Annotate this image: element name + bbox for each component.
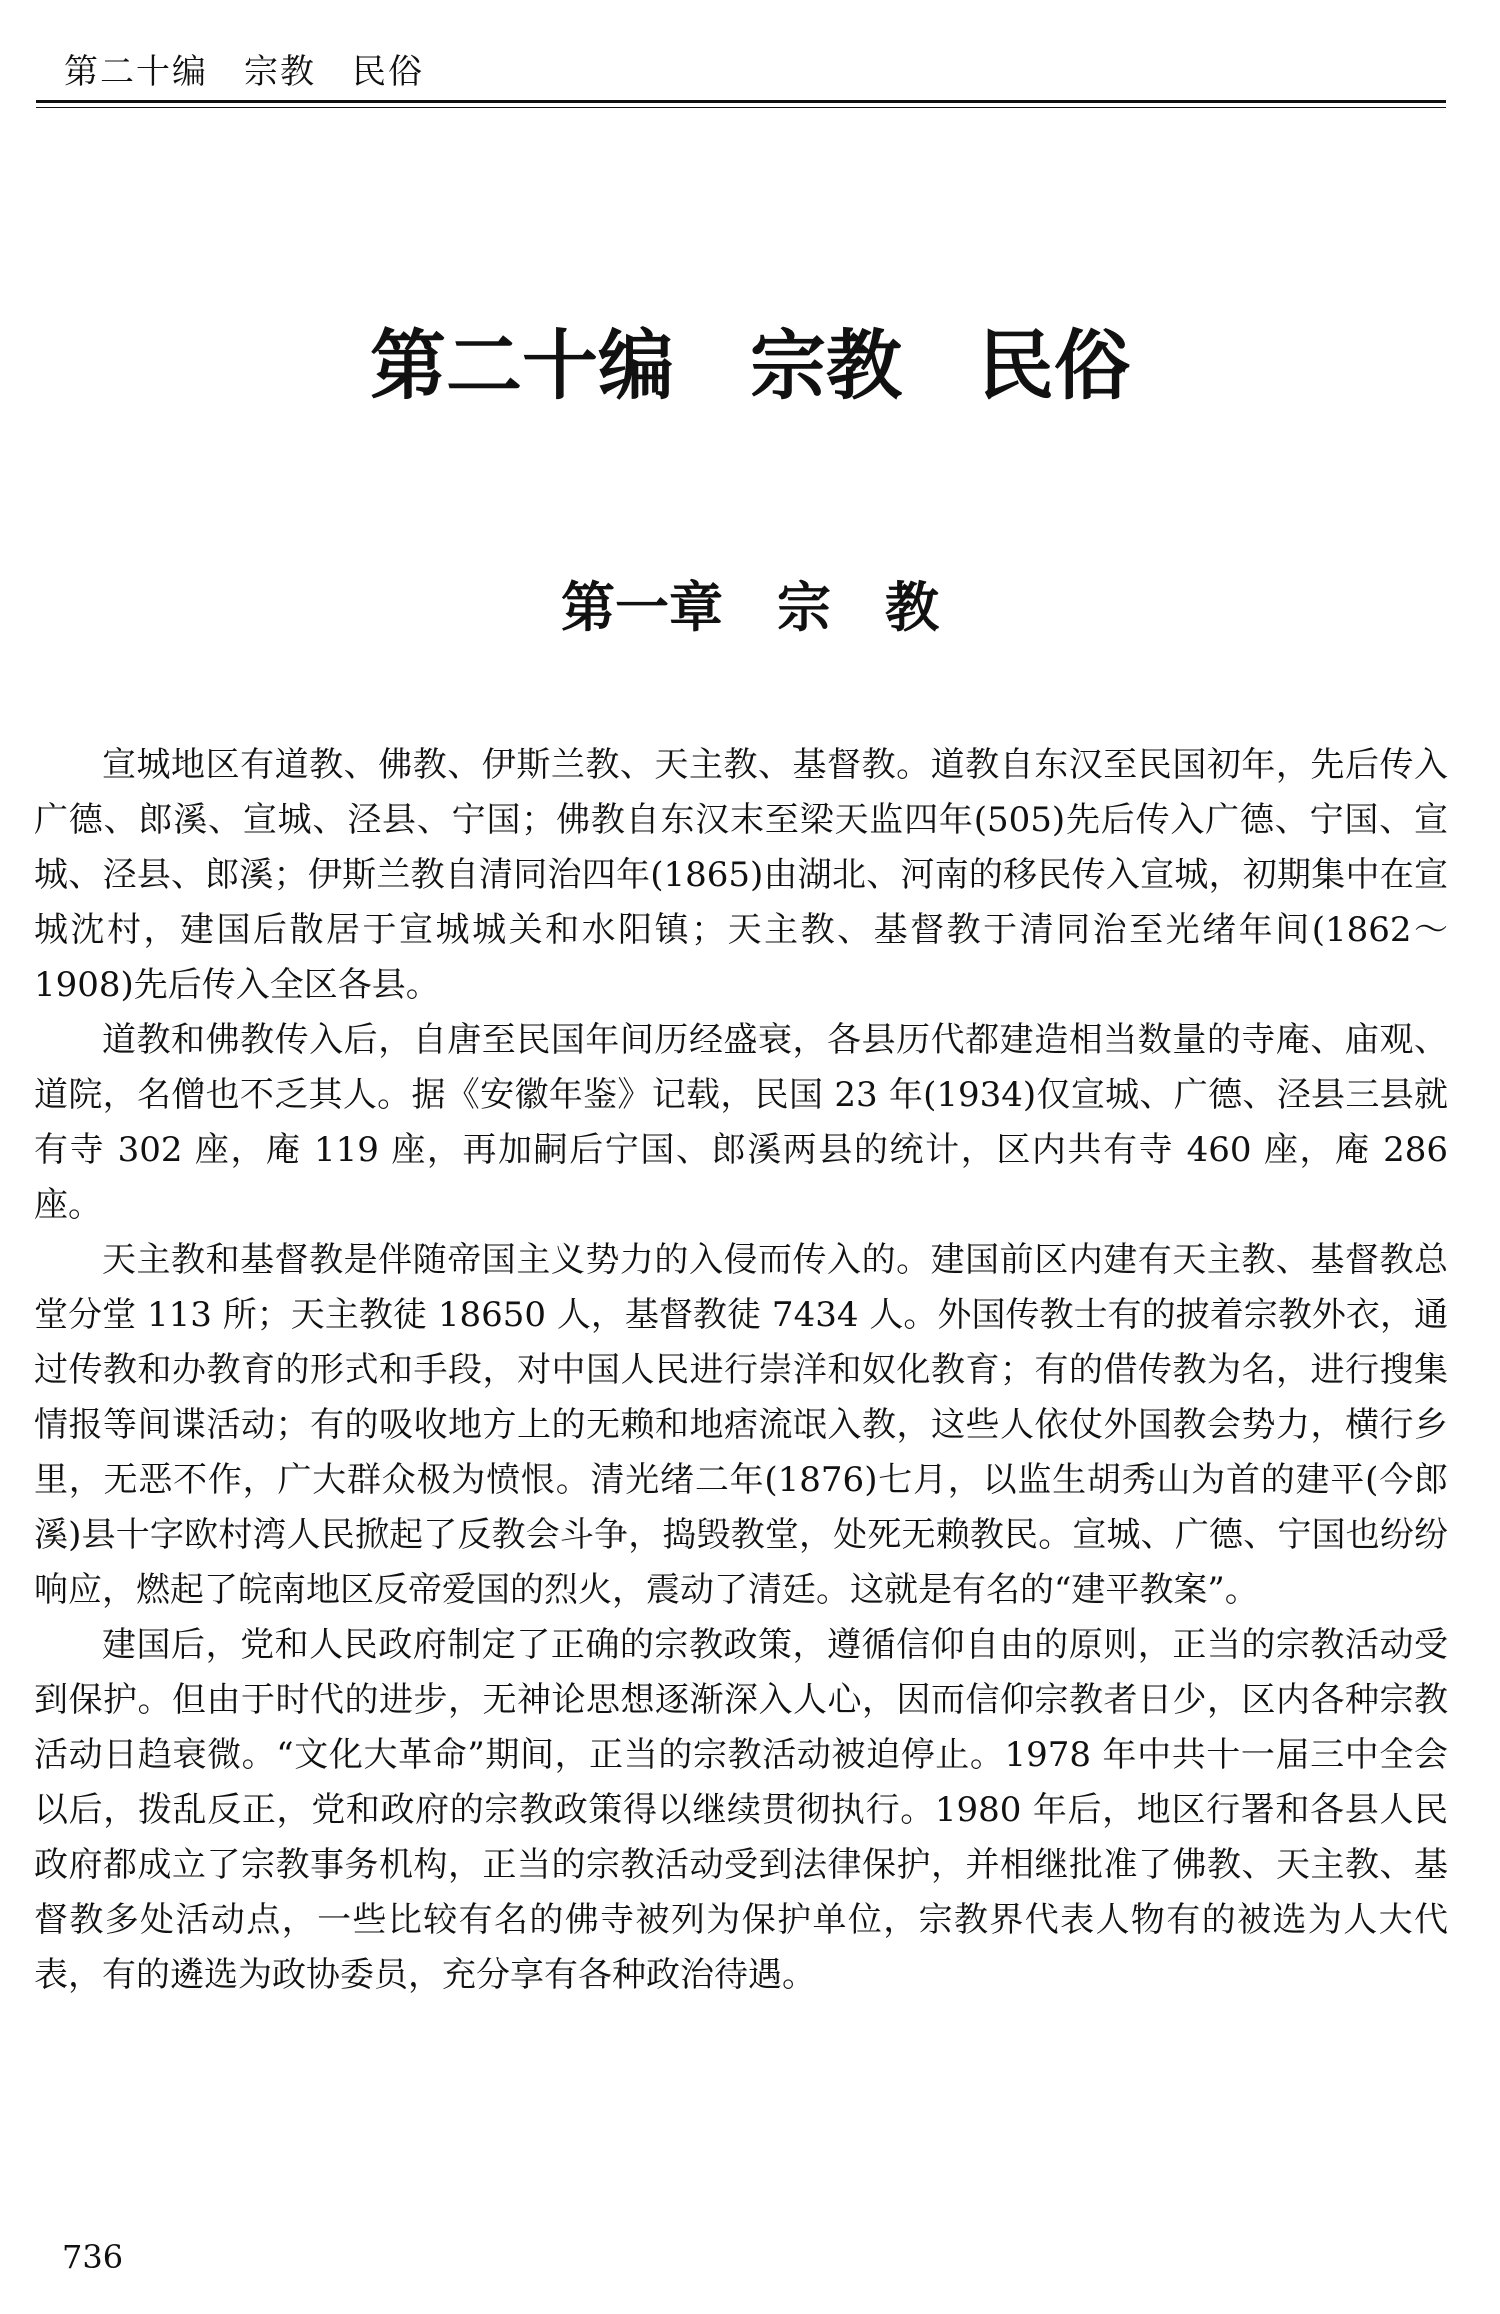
part-title: 第二十编 宗教 民俗 — [370, 321, 1130, 410]
paragraph: 宣城地区有道教、佛教、伊斯兰教、天主教、基督教。道教自东汉至民国初年，先后传入广德、郎溪、宣城、泾县、宁国；佛教自东汉末至梁天监四年(505)先后传入广德、宁国、宣城、泾县、郎溪；伊斯兰教自清同治四年(1865)由湖北、河南的移民传入宣城，初期集中在宣城沈村，建国后散居于宣城城关和水阳镇；天主教、基督教于清同治至光绪年间(1862～1908)先后传入全区各县。 — [34, 745, 1448, 1005]
page-number: 736 — [62, 2238, 124, 2276]
paragraph: 建国后，党和人民政府制定了正确的宗教政策，遵循信仰自由的原则，正当的宗教活动受到保护。但由于时代的进步，无神论思想逐渐深入人心，因而信仰宗教者日少，区内各种宗教活动日趋衰微。“文化大革命”期间，正当的宗教活动被迫停止。1978 年中共十一届三中全会以后，拨乱反正，党和政府的宗教政策得以继续贯彻执行。1980 年后，地区行署和各县人民政府都成立了宗教事务机构，正当的宗教活动受到法律保护，并相继批准了佛教、天主教、基督教多处活动点，一些比较有名的佛寺被列为保护单位，宗教界代表人物有的被选为人大代表，有的遴选为政协委员，充分享有各种政治待遇。 — [34, 1625, 1448, 1995]
paragraph: 道教和佛教传入后，自唐至民国年间历经盛衰，各县历代都建造相当数量的寺庵、庙观、道院，名僧也不乏其人。据《安徽年鉴》记载，民国 23 年(1934)仅宣城、广德、泾县三县就有寺 302 座，庵 119 座，再加嗣后宁国、郎溪两县的统计，区内共有寺 460 座，庵 286 座。 — [34, 1020, 1448, 1225]
running-header: 第二十编 宗教 民俗 — [64, 52, 424, 92]
chapter-title: 第一章 宗 教 — [561, 576, 939, 639]
body-text — [34, 738, 1448, 2003]
paragraph: 天主教和基督教是伴随帝国主义势力的入侵而传入的。建国前区内建有天主教、基督教总堂分堂 113 所；天主教徒 18650 人，基督教徒 7434 人。外国传教士有的披着宗教外衣，通过传教和办教育的形式和手段，对中国人民进行崇洋和奴化教育；有的借传教为名，进行搜集情报等间谍活动；有的吸收地方上的无赖和地痞流氓入教，这些人依仗外国教会势力，横行乡里，无恶不作，广大群众极为愤恨。清光绪二年(1876)七月，以监生胡秀山为首的建平(今郎溪)县十字欧村湾人民掀起了反教会斗争，捣毁教堂，处死无赖教民。宣城、广德、宁国也纷纷响应，燃起了皖南地区反帝爱国的烈火，震动了清廷。这就是有名的“建平教案”。 — [34, 1240, 1448, 1610]
header-rule-thick — [36, 100, 1446, 103]
header-rule-thin — [36, 107, 1446, 108]
